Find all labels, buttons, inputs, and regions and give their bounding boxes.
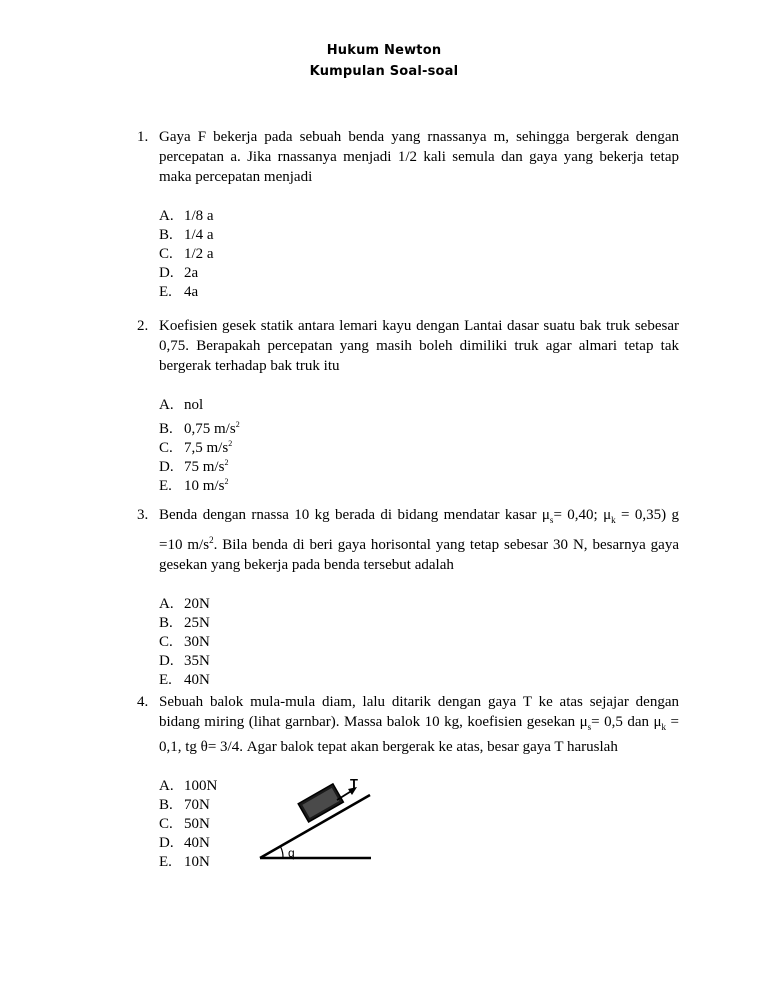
option-text: 10N	[184, 854, 210, 870]
option-e	[159, 671, 679, 690]
option-superscript: 2	[224, 477, 229, 486]
option-letter: B.	[159, 797, 173, 813]
question-4	[137, 692, 679, 872]
option-letter: E.	[159, 478, 172, 494]
option-text: 2a	[184, 265, 199, 281]
option-b	[159, 226, 679, 245]
option-letter: C.	[159, 440, 173, 456]
superscript: 2	[209, 535, 214, 545]
option-letter: C.	[159, 634, 173, 650]
option-c	[159, 245, 679, 264]
question-number: 3.	[137, 507, 149, 523]
question-2	[137, 316, 679, 494]
option-a	[159, 207, 679, 226]
option-text: 50N	[184, 816, 210, 832]
option-letter: E.	[159, 284, 172, 300]
option-letter: D.	[159, 653, 174, 669]
option-text: 0,75 m/s	[184, 421, 236, 437]
question-text	[159, 692, 679, 757]
document-header	[0, 40, 768, 82]
question-text-part: Sebuah balok mula-mula diam, lalu ditarik dengan gaya T ke atas sejajar dengan bidang miring (lihat garnbar). Massa balok 10 kg, koefisien gesekan μ	[159, 694, 679, 730]
option-a	[159, 396, 679, 415]
option-text: 70N	[184, 797, 210, 813]
option-superscript: 2	[235, 420, 240, 429]
option-list	[159, 777, 679, 872]
option-letter: E.	[159, 672, 172, 688]
option-list	[159, 207, 679, 302]
option-superscript: 2	[228, 439, 233, 448]
angle-label: q	[288, 846, 295, 860]
question-text-part: = 0,5 dan μ	[591, 714, 662, 730]
option-d	[159, 834, 679, 853]
option-letter: C.	[159, 246, 173, 262]
option-b	[159, 614, 679, 633]
question-number: 2.	[137, 318, 149, 334]
option-d	[159, 652, 679, 671]
question-text-part: = 0,40; μ	[553, 507, 612, 523]
option-e	[159, 472, 679, 494]
option-a	[159, 777, 679, 796]
option-a	[159, 595, 679, 614]
document-subtitle: Kumpulan Soal-soal	[309, 64, 459, 79]
option-text: 1/4 a	[184, 227, 214, 243]
option-letter: B.	[159, 615, 173, 631]
option-letter: D.	[159, 265, 174, 281]
option-letter: A.	[159, 778, 174, 794]
subscript: s	[587, 722, 592, 732]
option-text: 30N	[184, 634, 210, 650]
option-superscript: 2	[224, 458, 229, 467]
option-list	[159, 396, 679, 494]
option-text: 75 m/s	[184, 459, 225, 475]
subscript: k	[611, 515, 616, 525]
question-1	[137, 127, 679, 302]
option-c	[159, 633, 679, 652]
subscript: k	[661, 722, 667, 732]
question-number: 1.	[137, 129, 149, 145]
block	[298, 784, 343, 822]
option-d	[159, 264, 679, 283]
option-letter: A.	[159, 208, 174, 224]
option-text: 1/2 a	[184, 246, 214, 262]
option-text: 7,5 m/s	[184, 440, 229, 456]
option-b	[159, 796, 679, 815]
question-number: 4.	[137, 694, 149, 710]
option-d	[159, 453, 679, 475]
option-text: 25N	[184, 615, 210, 631]
question-text	[159, 505, 679, 575]
option-e	[159, 853, 679, 872]
option-text: 1/8 a	[184, 208, 214, 224]
option-text: 100N	[184, 778, 218, 794]
question-text-part: = 0,1, tg θ= 3/4. Agar balok tepat akan bergerak ke atas, besar gaya T haruslah	[159, 714, 679, 755]
inclined-plane-diagram	[253, 778, 375, 868]
option-text: 40N	[184, 672, 210, 688]
option-letter: D.	[159, 459, 174, 475]
option-text: 10 m/s	[184, 478, 225, 494]
option-letter: B.	[159, 421, 173, 437]
option-list	[159, 595, 679, 690]
question-text: Gaya F bekerja pada sebuah benda yang rnassanya m, sehingga bergerak dengan percepatan a. Jika rnassanya menjadi 1/2 kali semula dan gaya yang bekerja tetap maka percepatan menjadi	[159, 129, 679, 185]
option-letter: A.	[159, 397, 174, 413]
question-text-part: Benda dengan rnassa 10 kg berada di bidang mendatar kasar μ	[159, 507, 550, 523]
force-label: T	[350, 778, 358, 791]
option-c	[159, 815, 679, 834]
option-b	[159, 415, 679, 437]
option-text: 20N	[184, 596, 210, 612]
option-text: nol	[184, 397, 204, 413]
subscript: s	[549, 515, 554, 525]
document-title: Hukum Newton	[326, 43, 442, 58]
option-letter: E.	[159, 854, 172, 870]
option-letter: A.	[159, 596, 174, 612]
option-e	[159, 283, 679, 302]
question-text: Koefisien gesek statik antara lemari kayu dengan Lantai dasar suatu bak truk sebesar 0,75. Berapakah percepatan yang masih boleh dimiliki truk agar almari tetap tak bergerak terhadap bak truk itu	[159, 318, 679, 374]
question-text-part: . Bila benda di beri gaya horisontal yang tetap sebesar 30 N, besarnya gaya gesekan yang bekerja pada benda tersebut adalah	[159, 537, 680, 573]
option-text: 4a	[184, 284, 199, 300]
option-letter: D.	[159, 835, 174, 851]
option-letter: C.	[159, 816, 173, 832]
question-text-part: = 0,35) g =10 m/s	[159, 507, 679, 553]
option-c	[159, 434, 679, 456]
question-3	[137, 505, 679, 690]
option-text: 35N	[184, 653, 210, 669]
option-text: 40N	[184, 835, 210, 851]
angle-arc	[281, 847, 283, 858]
option-letter: B.	[159, 227, 173, 243]
